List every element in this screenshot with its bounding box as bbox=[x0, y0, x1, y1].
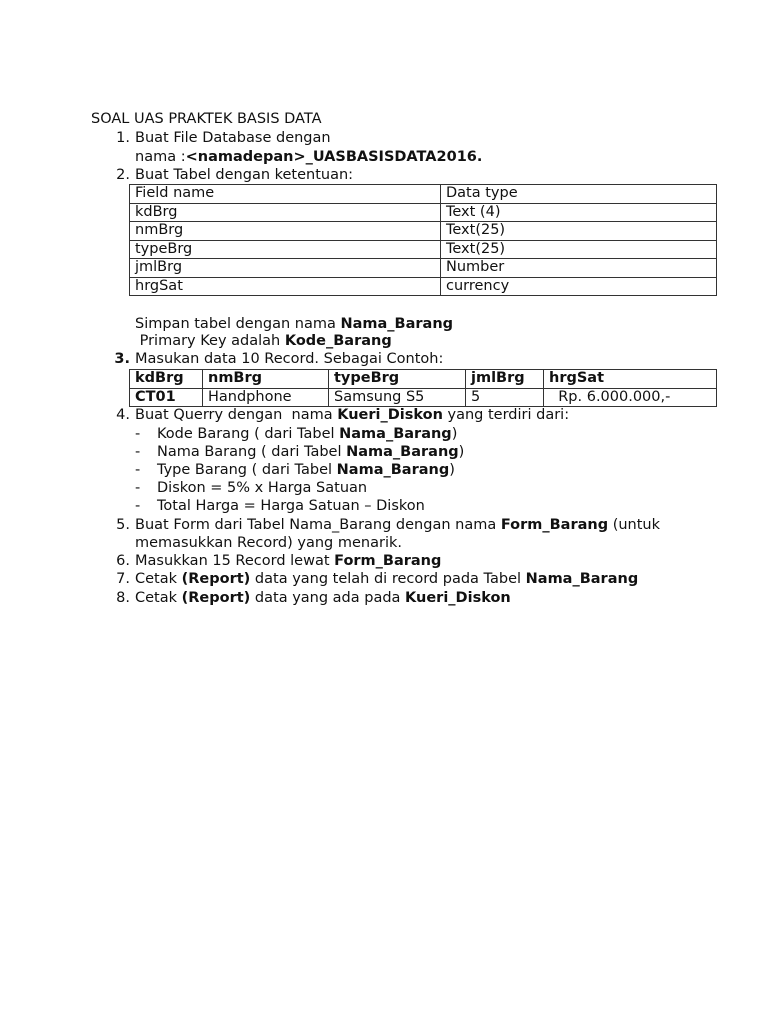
table-cell: typeBrg bbox=[130, 240, 441, 259]
bullet-dash: - bbox=[135, 480, 141, 496]
table-row bbox=[130, 277, 717, 296]
bullet-text: Kode Barang ( dari Tabel Nama_Barang) bbox=[157, 426, 458, 442]
table-header-row bbox=[130, 185, 717, 204]
bullet-dash: - bbox=[135, 426, 141, 442]
table-header-cell: kdBrg bbox=[130, 370, 203, 389]
list-number: 2. bbox=[116, 167, 130, 183]
list-number: 1. bbox=[116, 130, 130, 146]
primary-key-text: Primary Key adalah Kode_Barang bbox=[135, 333, 392, 349]
table-cell: kdBrg bbox=[130, 203, 441, 222]
record-table bbox=[129, 369, 717, 407]
table-row bbox=[130, 203, 717, 222]
table-cell: Number bbox=[441, 259, 717, 278]
list-number: 6. bbox=[116, 553, 130, 569]
table-cell: Text(25) bbox=[441, 222, 717, 241]
list-text: Cetak (Report) data yang ada pada Kueri_Diskon bbox=[135, 590, 511, 606]
list-number: 4. bbox=[116, 407, 130, 423]
table-header-cell: nmBrg bbox=[203, 370, 329, 389]
list-text: Masukkan 15 Record lewat Form_Barang bbox=[135, 553, 442, 569]
list-text: Buat Tabel dengan ketentuan: bbox=[135, 167, 354, 183]
table-cell: Text (4) bbox=[441, 203, 717, 222]
table-header-cell: typeBrg bbox=[329, 370, 466, 389]
bullet-text: Diskon = 5% x Harga Satuan bbox=[157, 480, 368, 496]
table-cell: jmlBrg bbox=[130, 259, 441, 278]
table-cell: 5 bbox=[466, 388, 544, 407]
table-cell: hrgSat bbox=[130, 277, 441, 296]
table-cell: Handphone bbox=[203, 388, 329, 407]
list-text: Cetak (Report) data yang telah di record pada Tabel Nama_Barang bbox=[135, 571, 639, 587]
table-cell: Samsung S5 bbox=[329, 388, 466, 407]
table-row bbox=[130, 388, 717, 407]
bullet-text: Nama Barang ( dari Tabel Nama_Barang) bbox=[157, 444, 465, 460]
simpan-text: Simpan tabel dengan nama Nama_Barang bbox=[135, 316, 454, 332]
field-table bbox=[129, 184, 717, 296]
table-header-cell: jmlBrg bbox=[466, 370, 544, 389]
list-number: 7. bbox=[116, 571, 130, 587]
list-number: 8. bbox=[116, 590, 130, 606]
bullet-dash: - bbox=[135, 444, 141, 460]
list-text: Buat Querry dengan nama Kueri_Diskon yang terdiri dari: bbox=[135, 407, 570, 423]
table-cell: Rp. 6.000.000,- bbox=[544, 388, 717, 407]
table-cell: currency bbox=[441, 277, 717, 296]
list-text: Masukan data 10 Record. Sebagai Contoh: bbox=[135, 351, 444, 367]
table-header-cell: Data type bbox=[441, 185, 717, 204]
list-text-line2: nama :<namadepan>_UASBASISDATA2016. bbox=[135, 149, 483, 165]
table-row bbox=[130, 259, 717, 278]
table-row bbox=[130, 222, 717, 241]
table-header-cell: hrgSat bbox=[544, 370, 717, 389]
list-text: Buat Form dari Tabel Nama_Barang dengan nama Form_Barang (untuk bbox=[135, 517, 661, 533]
table-cell: nmBrg bbox=[130, 222, 441, 241]
table-header-cell: Field name bbox=[130, 185, 441, 204]
table-cell: Text(25) bbox=[441, 240, 717, 259]
table-row bbox=[130, 240, 717, 259]
list-number: 3. bbox=[114, 351, 130, 367]
list-text: Buat File Database dengan bbox=[135, 130, 331, 146]
list-number: 5. bbox=[116, 517, 130, 533]
table-cell: CT01 bbox=[130, 388, 203, 407]
table-header-row bbox=[130, 370, 717, 389]
bullet-text: Type Barang ( dari Tabel Nama_Barang) bbox=[157, 462, 455, 478]
bullet-dash: - bbox=[135, 462, 141, 478]
bullet-text: Total Harga = Harga Satuan – Diskon bbox=[157, 498, 425, 514]
bullet-dash: - bbox=[135, 498, 141, 514]
document-title: SOAL UAS PRAKTEK BASIS DATA bbox=[91, 111, 322, 127]
list-text-line2: memasukkan Record) yang menarik. bbox=[135, 535, 402, 551]
